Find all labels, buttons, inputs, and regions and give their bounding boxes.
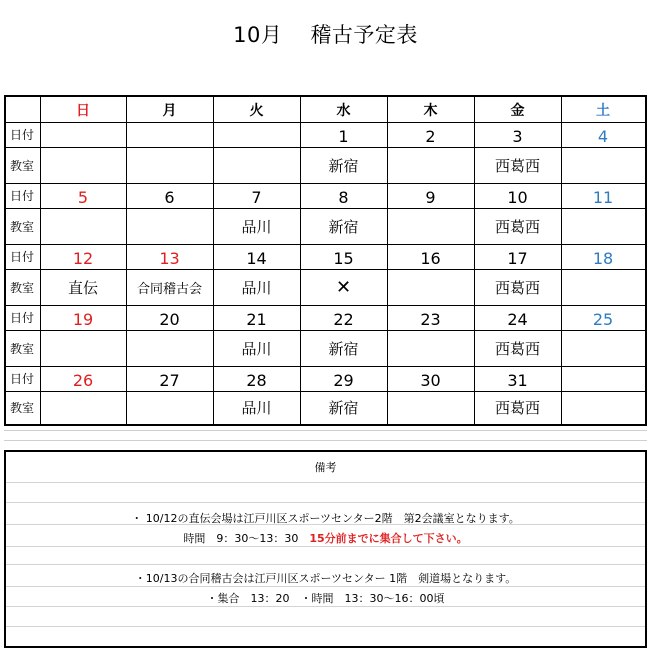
date-cell: 30 — [420, 371, 441, 390]
date-cell: 2 — [425, 127, 436, 146]
date-cell: 12 — [72, 249, 94, 268]
note-line-venue-2: ・10/13の合同稽古会は江戸川区スポーツセンター 1階 剣道場となります。 — [134, 572, 517, 585]
ruled-line — [6, 482, 645, 483]
date-cell: 19 — [72, 310, 94, 329]
note-line-time-1 — [6, 531, 645, 547]
room-cell: 品川 — [241, 339, 272, 358]
date-cell: 11 — [592, 188, 614, 207]
room-cell: 新宿 — [328, 399, 359, 417]
grid-line — [213, 97, 214, 424]
row-label-date: 日付 — [10, 250, 35, 264]
date-cell: 23 — [420, 310, 441, 329]
cancelled-mark: ✕ — [335, 276, 352, 298]
room-cell — [40, 330, 126, 366]
note-emphasis: 15分前までに集合して下さい。 — [309, 532, 468, 545]
weekday-header: 火 — [249, 102, 264, 119]
grid-line — [6, 391, 645, 392]
room-cell — [561, 147, 645, 183]
title-name: 稽古予定表 — [310, 23, 418, 47]
date-cell: 9 — [425, 188, 436, 207]
room-cell: 合同稽古会 — [136, 281, 202, 297]
grid-line — [300, 97, 301, 424]
room-cell — [126, 330, 213, 366]
grid-line — [6, 305, 645, 306]
weekday-header: 木 — [423, 102, 438, 119]
room-cell — [126, 147, 213, 183]
grid-line — [126, 97, 127, 424]
weekday-header: 土 — [596, 102, 610, 119]
date-cell: 7 — [251, 188, 262, 207]
row-label-date: 日付 — [10, 128, 35, 142]
date-cell: 18 — [592, 249, 614, 268]
room-cell — [561, 208, 645, 244]
grid-line — [6, 269, 645, 270]
grid-line — [474, 97, 475, 424]
room-cell — [561, 391, 645, 424]
weekday-header: 金 — [510, 102, 525, 119]
grid-line — [40, 97, 41, 424]
date-cell — [126, 122, 213, 147]
grid-line — [6, 183, 645, 184]
date-cell — [561, 366, 645, 391]
weekday-header: 日 — [76, 102, 90, 119]
date-cell: 21 — [246, 310, 267, 329]
room-cell: 新宿 — [328, 156, 359, 175]
room-cell — [213, 147, 300, 183]
row-label-date: 日付 — [10, 311, 35, 325]
weekday-header: 月 — [162, 102, 177, 119]
date-cell: 26 — [72, 371, 94, 390]
room-cell — [387, 391, 474, 424]
room-cell — [40, 391, 126, 424]
grid-line — [6, 122, 645, 123]
page-title — [0, 20, 651, 48]
title-month: 10月 — [233, 23, 283, 47]
room-cell: 西葛西 — [494, 217, 540, 236]
ruled-line — [6, 502, 645, 503]
date-cell: 22 — [333, 310, 354, 329]
room-cell — [387, 208, 474, 244]
date-cell: 16 — [420, 249, 441, 268]
notes-heading: 備考 — [314, 461, 337, 474]
row-label-room: 教室 — [10, 401, 35, 415]
notes-box — [4, 450, 647, 648]
date-cell: 3 — [512, 127, 523, 146]
date-cell — [40, 122, 126, 147]
room-cell: 新宿 — [328, 217, 359, 236]
room-cell — [561, 330, 645, 366]
spacer-line — [4, 440, 647, 441]
grid-line — [387, 97, 388, 424]
room-cell: 西葛西 — [494, 399, 540, 417]
ruled-line — [6, 564, 645, 565]
grid-line — [6, 147, 645, 148]
weekday-header: 水 — [336, 102, 351, 119]
room-cell: 品川 — [241, 217, 272, 236]
date-cell: 8 — [338, 188, 349, 207]
date-cell: 6 — [164, 188, 175, 207]
date-cell: 27 — [159, 371, 180, 390]
date-cell: 24 — [507, 310, 528, 329]
grid-line — [6, 208, 645, 209]
date-cell: 20 — [159, 310, 180, 329]
date-cell — [213, 122, 300, 147]
row-label-date: 日付 — [10, 372, 35, 386]
grid-line — [6, 244, 645, 245]
room-cell: 西葛西 — [494, 156, 540, 175]
date-cell: 4 — [597, 127, 609, 146]
row-label-room: 教室 — [10, 280, 35, 295]
note-line-venue-1: ・ 10/12の直伝会場は江戸川区スポーツセンター2階 第2会議室となります。 — [131, 512, 520, 525]
room-cell — [126, 208, 213, 244]
spacer-line — [4, 430, 647, 431]
grid-line — [6, 366, 645, 367]
date-cell: 10 — [507, 188, 528, 207]
date-cell: 15 — [333, 249, 354, 268]
date-cell: 14 — [246, 249, 267, 268]
room-cell — [40, 208, 126, 244]
room-cell — [387, 269, 474, 305]
room-cell: 品川 — [241, 278, 272, 297]
row-label-room: 教室 — [10, 341, 35, 356]
row-label-room: 教室 — [10, 158, 35, 173]
grid-line — [561, 97, 562, 424]
room-cell: 新宿 — [328, 339, 359, 358]
note-line-time-2: ・集合 13：20 ・時間 13：30〜16：00頃 — [206, 592, 445, 605]
room-cell — [40, 147, 126, 183]
note-time-text: 時間 9：30〜13：30 — [183, 532, 310, 545]
date-cell: 25 — [592, 310, 614, 329]
date-cell: 5 — [77, 188, 89, 207]
date-cell: 28 — [246, 371, 267, 390]
room-cell: 直伝 — [67, 278, 98, 297]
ruled-line — [6, 626, 645, 627]
schedule-table — [4, 95, 647, 426]
room-cell — [387, 330, 474, 366]
date-cell: 17 — [507, 249, 528, 268]
room-cell — [561, 269, 645, 305]
room-cell: 西葛西 — [494, 278, 540, 297]
date-cell: 1 — [338, 127, 349, 146]
row-label-date: 日付 — [10, 189, 35, 203]
room-cell — [387, 147, 474, 183]
date-cell: 31 — [507, 371, 528, 390]
date-cell: 29 — [333, 371, 354, 390]
row-label-room: 教室 — [10, 219, 35, 234]
date-cell: 13 — [159, 249, 180, 268]
room-cell: 西葛西 — [494, 339, 540, 358]
grid-line — [6, 330, 645, 331]
room-cell — [126, 391, 213, 424]
room-cell: 品川 — [241, 399, 272, 417]
